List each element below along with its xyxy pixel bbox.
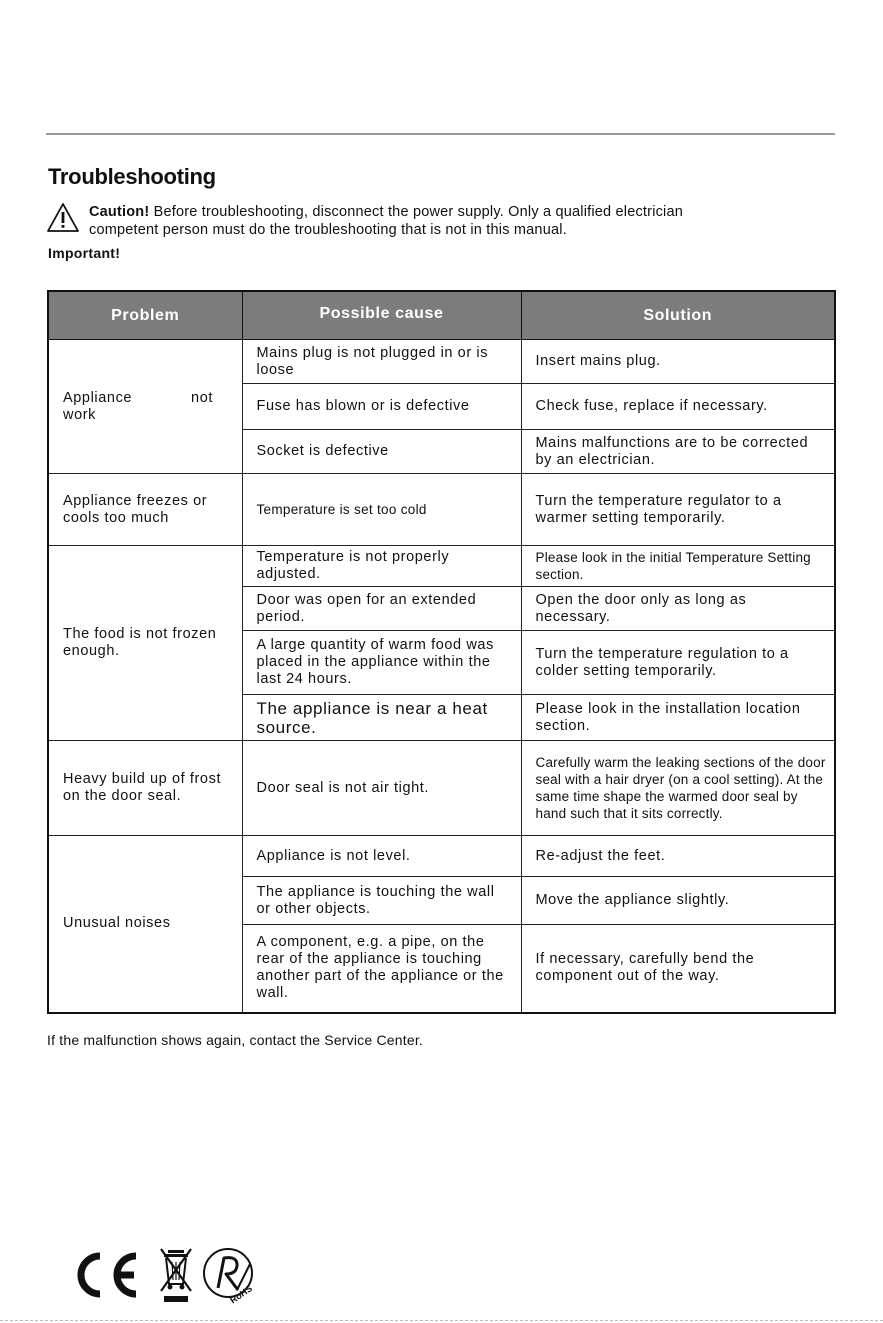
rohs-mark-icon (200, 1246, 260, 1306)
svg-text:RoHS: RoHS (228, 1283, 255, 1306)
header-possible-cause: Possible cause (242, 291, 521, 340)
problem-cell (48, 340, 242, 474)
cause-cell: A component, e.g. a pipe, on the rear of the appliance is touching another part of the appliance or the wall. (242, 925, 521, 1013)
solution-cell: Carefully warm the leaking sections of the door seal with a hair dryer (on a cool setting). At the same time shape the warmed door seal by hand such that it sits correctly. (521, 741, 835, 836)
important-label: Important! (48, 245, 121, 261)
solution-cell: Insert mains plug. (521, 340, 835, 384)
warning-triangle-icon (46, 202, 80, 234)
cause-cell: Socket is defective (242, 430, 521, 474)
cause-cell: Fuse has blown or is defective (242, 384, 521, 430)
cause-cell: Door was open for an extended period. (242, 587, 521, 631)
cause-cell: A large quantity of warm food was placed in the appliance within the last 24 hours. (242, 631, 521, 695)
table-row (48, 546, 835, 587)
cause-cell: Appliance is not level. (242, 836, 521, 877)
problem-word: work (63, 406, 97, 423)
ce-mark-icon (70, 1252, 142, 1298)
solution-cell: If necessary, carefully bend the component out of the way. (521, 925, 835, 1013)
header-problem: Problem (48, 291, 242, 340)
page-title: Troubleshooting (48, 164, 216, 189)
cause-cell: The appliance is touching the wall or other objects. (242, 877, 521, 925)
caution-line-2: competent person must do the troubleshooting that is not in this manual. (89, 222, 567, 238)
table-row (48, 340, 835, 384)
cause-cell: Door seal is not air tight. (242, 741, 521, 836)
solution-cell: Open the door only as long as necessary. (521, 587, 835, 631)
solution-cell: Check fuse, replace if necessary. (521, 384, 835, 430)
cause-cell: Temperature is set too cold (242, 474, 521, 546)
table-header-row (48, 291, 835, 340)
caution-label: Caution! (89, 204, 150, 220)
cause-cell: Mains plug is not plugged in or is loose (242, 340, 521, 384)
solution-cell: Mains malfunctions are to be corrected by an electrician. (521, 430, 835, 474)
caution-notice (89, 203, 819, 239)
solution-cell: Move the appliance slightly. (521, 877, 835, 925)
problem-cell: Appliance freezes or cools too much (48, 474, 242, 546)
problem-word: Appliance (63, 389, 133, 406)
cause-cell: The appliance is near a heat source. (242, 695, 521, 741)
troubleshooting-table (47, 290, 836, 1014)
problem-word: not (191, 389, 213, 406)
weee-bin-icon (158, 1246, 194, 1304)
header-solution: Solution (521, 291, 835, 340)
table-row (48, 474, 835, 546)
problem-cell: The food is not frozen enough. (48, 546, 242, 741)
table-row (48, 836, 835, 877)
table-row (48, 741, 835, 836)
top-divider (46, 133, 835, 135)
page-bottom-edge (0, 1320, 883, 1321)
footer-note: If the malfunction shows again, contact the Service Center. (47, 1032, 423, 1048)
solution-cell: Please look in the installation location section. (521, 695, 835, 741)
cause-cell: Temperature is not properly adjusted. (242, 546, 521, 587)
solution-cell: Please look in the initial Temperature Setting section. (521, 546, 835, 587)
solution-cell: Turn the temperature regulation to a colder setting temporarily. (521, 631, 835, 695)
problem-cell: Unusual noises (48, 836, 242, 1013)
solution-cell: Re-adjust the feet. (521, 836, 835, 877)
solution-cell: Turn the temperature regulator to a warmer setting temporarily. (521, 474, 835, 546)
caution-line-1: Before troubleshooting, disconnect the power supply. Only a qualified electrician (153, 204, 684, 220)
problem-cell: Heavy build up of frost on the door seal. (48, 741, 242, 836)
